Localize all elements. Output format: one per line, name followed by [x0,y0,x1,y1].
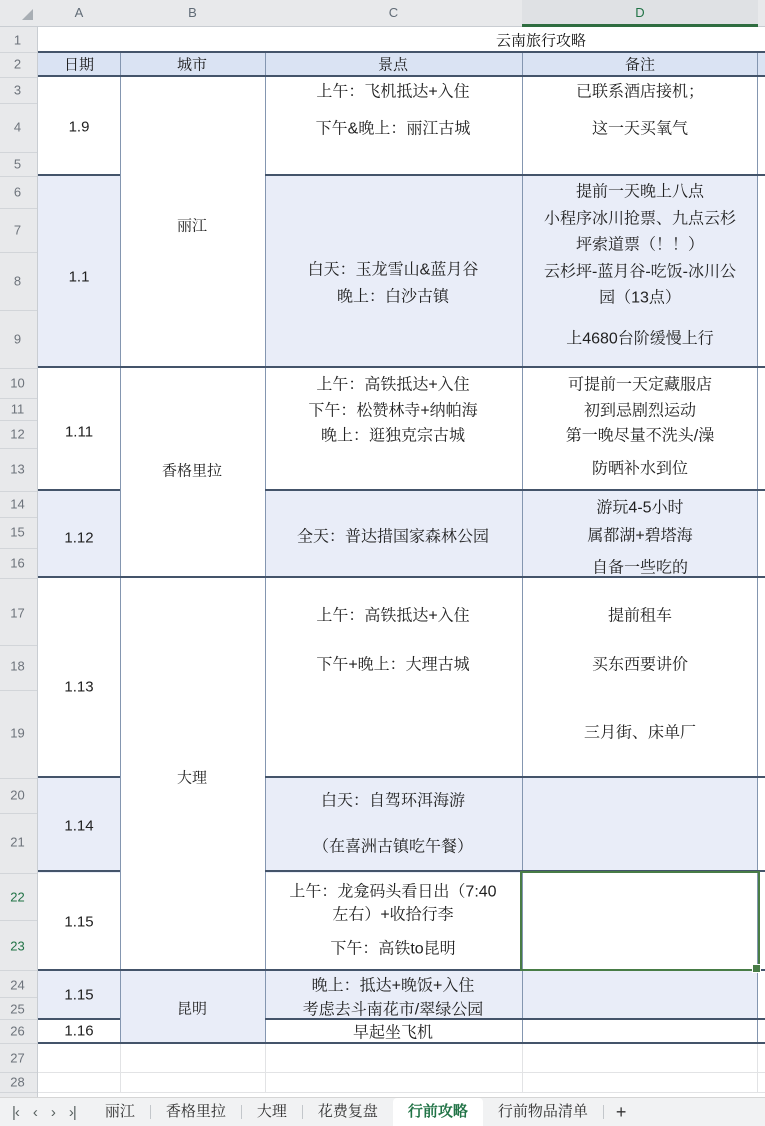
nav-prev-icon[interactable]: ‹ [32,1103,37,1121]
gutter-sep [0,970,37,971]
cell-note-g1-5[interactable]: 上4680台阶缓慢上行 [566,330,714,348]
cell-note-g3-0[interactable]: 游玩4-5小时 [596,499,684,517]
column-header-a[interactable]: A [74,5,84,20]
row-header-11[interactable]: 11 [10,401,25,417]
gutter-sep [0,578,37,579]
border-r19-a [38,776,120,778]
header-city[interactable]: 城市 [176,56,208,74]
gridline-v2 [265,1044,266,1092]
gutter-sep [0,997,37,998]
cell-date-g6[interactable]: 1.15 [64,913,94,931]
gutter-sep [0,398,37,399]
gutter-sep [0,778,37,779]
row-header-8[interactable]: 8 [13,273,22,289]
column-header-d-accent [522,24,758,27]
gutter-sep [0,1092,37,1093]
row-header-4[interactable]: 4 [13,119,22,135]
row-header-5[interactable]: 5 [13,156,22,172]
row-header-2[interactable]: 2 [13,56,22,72]
sheet-tab-xingqian-wupin-qingdan[interactable]: 行前物品清单 [497,1103,588,1120]
sheet-tabs [90,1098,639,1126]
border-r21-a [38,870,120,872]
cell-note-g4-1[interactable]: 买东西要讲价 [591,656,689,674]
cell-note-g1-3[interactable]: 云杉坪-蓝月谷-吃饭-冰川公 [544,263,736,281]
sheet-tab-bar [0,1097,765,1126]
gutter-sep [0,176,37,177]
col-border-bc [265,52,266,1043]
gutter-sep [0,813,37,814]
cell-spot-g8-0[interactable]: 早起坐飞机 [352,1024,434,1042]
column-header-b[interactable]: B [188,5,197,20]
gridline-h1 [38,1072,765,1073]
cell-spot-g3-0[interactable]: 全天：普达措国家森林公园 [296,528,490,546]
tab-nav-buttons [0,1099,90,1126]
row-header-1[interactable]: 1 [13,32,22,48]
selected-cell-border[interactable] [520,871,760,971]
cell-spot-g7-0[interactable]: 晚上：抵达+晚饭+入住 [311,977,475,995]
column-header-d[interactable]: D [522,0,758,26]
cell-date-g0[interactable]: 1.9 [68,118,90,136]
sheet-tab-shangrila[interactable]: 香格里拉 [165,1103,226,1120]
gutter-sep [0,1043,37,1044]
gutter-sep [0,920,37,921]
gutter-sep [0,152,37,153]
cell-spot-g6-2[interactable]: 下午：高铁to昆明 [330,940,456,958]
sheet-tab-lijiang[interactable]: 丽江 [104,1103,135,1120]
cell-spot-g4-0[interactable]: 上午：高铁抵达+入住 [316,607,470,625]
cell-spot-g2-0[interactable]: 上午：高铁抵达+入住 [316,376,470,394]
cell-date-g4[interactable]: 1.13 [64,678,94,696]
cell-note-g0-0[interactable]: 已联系酒店接机； [575,83,705,101]
cell-note-g1-1[interactable]: 小程序冰川抢票、九点云杉 [543,210,737,228]
border-r9 [38,366,765,368]
row-header-27[interactable]: 27 [10,1050,25,1066]
cell-note-g1-4[interactable]: 园（13点） [599,289,681,307]
gutter-sep [0,690,37,691]
row-header-22[interactable]: 22 [10,889,25,905]
cell-date-g8[interactable]: 1.16 [64,1022,94,1040]
cell-note-g4-0[interactable]: 提前租车 [607,607,673,625]
nav-first-icon[interactable]: |‹ [12,1103,19,1121]
gutter-sep [0,77,37,78]
sheet-tab-huafeifupan[interactable]: 花费复盘 [317,1103,378,1120]
gutter-sep [0,548,37,549]
gridline-h2 [38,1092,765,1093]
cell-spot-g6-1[interactable]: 左右）+收拾行李 [332,906,454,924]
row-header-25[interactable]: 25 [10,1001,25,1017]
cell-date-g2[interactable]: 1.11 [64,423,94,441]
cell-spot-g2-2[interactable]: 晚上：逛独克宗古城 [320,427,466,445]
column-header-c[interactable]: C [388,5,399,20]
row-header-21[interactable]: 21 [10,834,25,850]
cell-date-g1[interactable]: 1.1 [68,268,90,286]
gridline-v4 [757,1044,758,1092]
row-header-6[interactable]: 6 [13,184,22,200]
gutter-sep [0,252,37,253]
col-border-ab [120,52,121,1043]
gutter-sep [0,517,37,518]
gutter-sep [0,1072,37,1073]
cell-spot-g1-0[interactable]: 白天：玉龙雪山&蓝月谷 [307,261,479,279]
row-header-16[interactable]: 16 [10,555,25,571]
row-header-10[interactable]: 10 [10,375,25,391]
sheet-tab-xingqian-gonglue-active[interactable]: 行前攻略 [393,1098,483,1126]
cell-date-g3[interactable]: 1.12 [64,529,94,547]
cell-date-g7[interactable]: 1.15 [64,986,94,1004]
cell-note-g2-3[interactable]: 防晒补水到位 [591,460,689,478]
cell-spot-g2-1[interactable]: 下午：松赞林寺+纳帕海 [308,402,478,420]
cell-city-dali[interactable]: 大理 [176,769,208,787]
row-header-17[interactable]: 17 [10,605,25,621]
gutter-sep [0,491,37,492]
row-header-7[interactable]: 7 [13,222,22,238]
select-all-icon[interactable] [22,9,33,20]
border-r5-cd [265,174,765,176]
row-header-28[interactable]: 28 [10,1074,25,1090]
sheet-title-cell[interactable]: 云南旅行攻略 [495,32,587,50]
gutter-sep [0,103,37,104]
cell-note-g1-2[interactable]: 坪索道票（！！） [575,236,705,254]
border-r19-cd [265,776,765,778]
cell-city-lijiang[interactable]: 丽江 [176,217,208,235]
fill-handle[interactable] [752,964,761,973]
cell-spot-g1-1[interactable]: 晚上：白沙古镇 [336,288,450,306]
cell-city-shangrila[interactable]: 香格里拉 [161,462,223,480]
row-header-15[interactable]: 15 [10,524,25,540]
gutter-sep [0,368,37,369]
cell-spot-g5-0[interactable]: 白天：自驾环洱海游 [320,792,466,810]
row-header-24[interactable]: 24 [10,977,25,993]
header-date[interactable]: 日期 [63,56,95,74]
add-sheet-button[interactable]: + [615,1102,627,1122]
gutter-sep [0,645,37,646]
row-header-13[interactable]: 13 [10,461,25,477]
gridline-v3 [522,1044,523,1092]
gutter-sep [0,1019,37,1020]
row-header-20[interactable]: 20 [10,787,25,803]
gutter-sep [0,448,37,449]
border-r13-a [38,489,120,491]
gutter-sep [0,873,37,874]
header-spots[interactable]: 景点 [377,56,409,74]
border-r5-a [38,174,120,176]
cell-note-g0-1[interactable]: 这一天买氧气 [591,120,689,138]
cell-note-g1-0[interactable]: 提前一天晚上八点 [575,183,705,201]
nav-last-icon[interactable]: ›| [68,1103,76,1121]
cell-note-g2-0[interactable]: 可提前一天定藏服店 [567,376,713,394]
row-header-23[interactable]: 23 [10,938,25,954]
border-r2-bottom [38,75,765,77]
border-r25-a [38,1018,120,1020]
cell-note-g4-2[interactable]: 三月街、床单厂 [583,724,697,742]
cell-spot-g4-1[interactable]: 下午+晚上：大理古城 [316,656,470,674]
cell-note-g2-1[interactable]: 初到忌剧烈运动 [583,402,697,420]
gutter-sep [0,310,37,311]
row-header-9[interactable]: 9 [13,331,22,347]
sheet-tab-dali[interactable]: 大理 [256,1103,287,1120]
cell-note-g3-1[interactable]: 属都湖+碧塔海 [587,527,693,545]
cell-spot-g0-1[interactable]: 下午&晚上：丽江古城 [315,120,471,138]
cell-spot-g7-1[interactable]: 考虑去斗南花市/翠绿公园 [302,1001,484,1019]
gutter-sep [0,52,37,53]
row-header-18[interactable]: 18 [10,658,25,674]
cell-spot-g5-1[interactable]: （在喜洲古镇吃午餐） [312,838,474,856]
row-header-26[interactable]: 26 [10,1023,25,1039]
gutter-sep [0,420,37,421]
cell-city-kunming[interactable]: 昆明 [176,1000,208,1018]
cell-note-g2-2[interactable]: 第一晚尽量不洗头/澡 [565,427,715,445]
gutter-sep [0,208,37,209]
cell-spot-g6-0[interactable]: 上午：龙龛码头看日出（7:40 [289,883,497,901]
row-header-3[interactable]: 3 [13,82,22,98]
cell-date-g5[interactable]: 1.14 [64,817,94,835]
row-header-14[interactable]: 14 [10,496,25,512]
cell-note-g3-2[interactable]: 自备一些吃的 [591,559,689,577]
row-header-12[interactable]: 12 [10,426,25,442]
cell-spot-g0-0[interactable]: 上午：飞机抵达+入住 [316,83,470,101]
row-header-19[interactable]: 19 [10,725,25,741]
border-r13-cd [265,489,765,491]
header-notes[interactable]: 备注 [624,56,656,74]
nav-next-icon[interactable]: › [50,1103,55,1121]
gridline-v1 [120,1044,121,1092]
